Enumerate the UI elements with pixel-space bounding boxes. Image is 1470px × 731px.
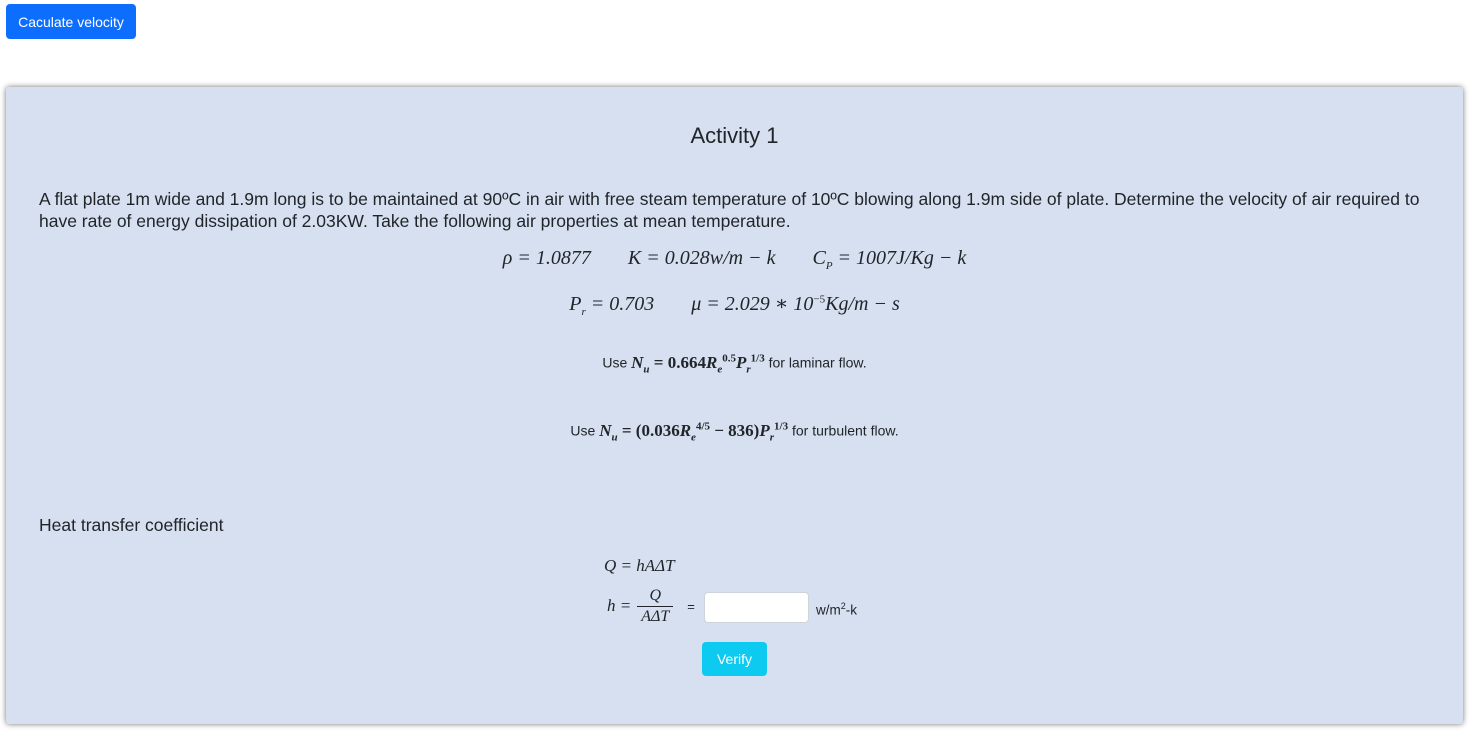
activity-title: Activity 1 [690,123,779,148]
verify-button[interactable]: Verify [702,642,767,676]
problem-statement: A flat plate 1m wide and 1.9m long is to be maintained at 90ºC in air with free steam temperature of 10ºC blowing along 1.9m side of plate. Determine the velocity of air required to have rate of energy dissipation of 2.03KW. Take the following air properties at mean temperature. [39,189,1420,231]
heat-equation: Q = hAΔT [604,556,675,575]
turbulent-flow-note: Use $N_u = (0.036R_e^{4/5} - 836)P_r^{1/3}$ for turbulent flow. [570,420,899,444]
laminar-flow-note: Use $N_u = 0.664R_e^{0.5}P_r^{1/3}$ for laminar flow. [602,352,867,376]
viscosity-value: μ = 2.029 ∗ $10^{-5}Kg/m - s$ [691,293,900,315]
heat-transfer-heading: Heat transfer coefficient [39,515,224,535]
prandtl-value: $P_r = 0.703$ [569,293,655,318]
activity-card [6,87,1463,724]
turbulent-formula: $N_u = (0.036R_e^{4/5} - 836)P_r^{1/3}$ [599,420,789,444]
properties-row-2 [6,291,1463,318]
h-fraction: $\frac{Q}{\text{AΔT}}$ [637,586,673,627]
h-value-input[interactable] [704,592,809,623]
properties-row-1 [6,247,1463,272]
calculate-velocity-button[interactable]: Caculate velocity [6,4,136,39]
laminar-formula: $N_u = 0.664R_e^{0.5}P_r^{1/3}$ [631,352,765,376]
conductivity-value: K = 0.028w/m − k [627,247,776,269]
specific-heat-value: $C_P = 1007J/Kg - k$ [812,247,967,272]
density-value: ρ = 1.0877 [502,247,591,269]
h-equation: h = $\frac{Q}{\text{AΔT}}$ = [607,586,695,625]
h-unit-label: $w/m^2-k$ [816,601,858,618]
